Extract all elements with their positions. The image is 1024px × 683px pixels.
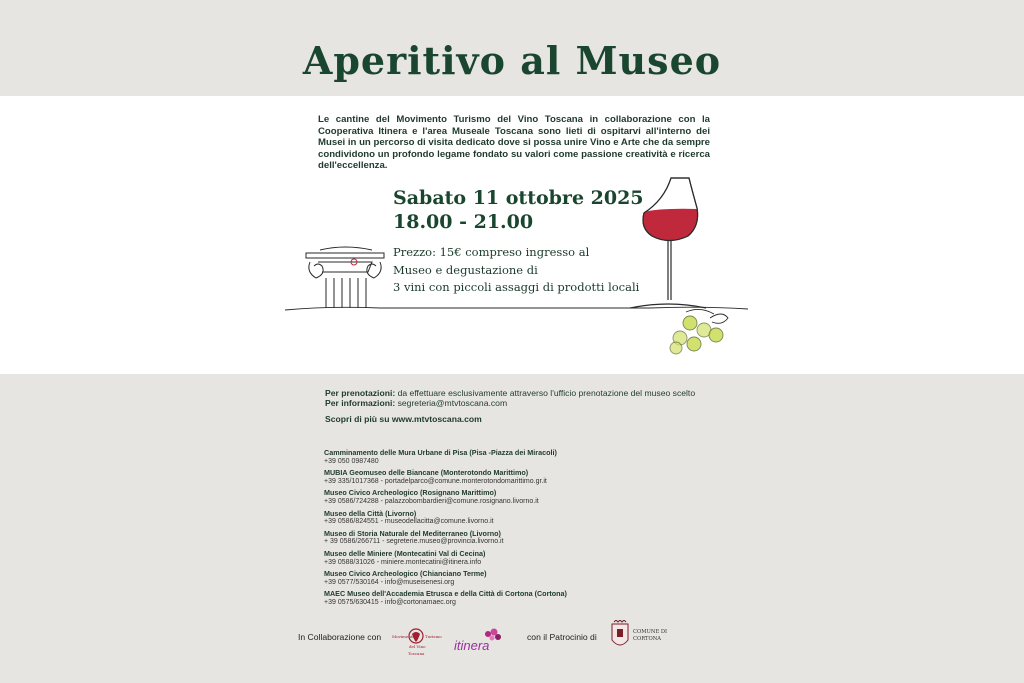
museum-list bbox=[324, 449, 744, 611]
info-block bbox=[325, 388, 695, 408]
booking-text: da effettuare esclusivamente attraverso l'ufficio prenotazione del museo scelto bbox=[397, 388, 696, 398]
baseline-line bbox=[285, 307, 748, 310]
booking-label: Per prenotazioni: bbox=[325, 388, 396, 398]
museum-contact: +39 0586/724288 - palazzobombardieri@comune.rosignano.livorno.it bbox=[324, 497, 539, 505]
list-item bbox=[324, 449, 744, 466]
museum-name: MAEC Museo dell'Accademia Etrusca e della Città di Cortona (Cortona) bbox=[324, 589, 567, 599]
list-item bbox=[324, 530, 744, 547]
list-item bbox=[324, 510, 744, 527]
contact-label: Per informazioni: bbox=[325, 398, 396, 408]
museum-name: Museo delle Miniere (Montecatini Val di Cecina) bbox=[324, 548, 486, 558]
more-info-link[interactable]: Scopri di più su www.mtvtoscana.com bbox=[325, 414, 482, 424]
price-line: Museo e degustazione di bbox=[393, 262, 538, 277]
mtv-logo-icon bbox=[390, 624, 442, 658]
price-line: 3 vini con piccoli assaggi di prodotti locali bbox=[393, 280, 640, 294]
list-item bbox=[324, 590, 744, 607]
page-title: Aperitivo al Museo bbox=[302, 38, 722, 83]
museum-name: Museo Civico Archeologico (Chianciano Terme) bbox=[324, 569, 487, 579]
museum-contact: + 39 0586/266711 - segreterie.museo@provincia.livorno.it bbox=[324, 538, 504, 546]
event-time: 18.00 - 21.00 bbox=[393, 211, 534, 233]
museum-contact: +39 0588/31026 - miniere.montecatini@itinera.info bbox=[324, 558, 482, 566]
list-item bbox=[324, 570, 744, 587]
museum-contact: +39 050 0987480 bbox=[324, 457, 379, 465]
event-date: Sabato 11 ottobre 2025 bbox=[393, 187, 644, 209]
mtv-logo-text: Toscana bbox=[408, 651, 425, 656]
museum-contact: +39 0575/630415 - info@cortonamaec.org bbox=[324, 598, 456, 606]
collab-label: In Collaborazione con bbox=[298, 632, 382, 642]
museum-contact: +39 0586/824551 - museodellacitta@comune.livorno.it bbox=[324, 518, 494, 526]
mtv-logo-text: Turismo bbox=[425, 634, 442, 639]
list-item bbox=[324, 469, 744, 486]
museum-name: Camminamento delle Mura Urbane di Pisa (Pisa -Piazza dei Miracoli) bbox=[324, 448, 557, 457]
museum-contact: +39 0577/530164 - info@museisenesi.org bbox=[324, 578, 455, 586]
wine-glass-icon bbox=[630, 178, 706, 308]
contact-email[interactable]: segreteria@mtvtoscana.com bbox=[397, 398, 508, 408]
museum-name: Museo Civico Archeologico (Rosignano Marittimo) bbox=[324, 488, 497, 498]
mtv-logo-text: del Vino bbox=[409, 644, 426, 649]
museum-name: Museo della Città (Livorno) bbox=[324, 508, 417, 518]
intro-paragraph: Le cantine del Movimento Turismo del Vino Toscana in collaborazione con la Cooperativa Itinera e l'area Museale Toscana sono lieti di ospitarvi all'interno dei Musei in un percorso di visita dedicato dove si possa unire Vino e Arte che da sempre condividono un profondo legame fondato su valori come passione creatività e ricerca dell'eccellenza. bbox=[318, 114, 710, 171]
itinera-logo-icon bbox=[450, 626, 508, 656]
cortona-crest-icon bbox=[608, 620, 670, 654]
patronage-label: con il Patrocinio di bbox=[527, 632, 597, 642]
museum-name: MUBIA Geomuseo delle Biancane (Monterotondo Marittimo) bbox=[324, 468, 529, 478]
grapes-icon bbox=[670, 309, 728, 354]
comune-logo-text: COMUNE DI bbox=[633, 629, 668, 635]
museum-contact: +39 335/1017368 - portadelparco@comune.monterotondomarittimo.gr.it bbox=[324, 477, 547, 485]
museum-name: Museo di Storia Naturale del Mediterraneo (Livorno) bbox=[324, 528, 501, 538]
list-item bbox=[324, 550, 744, 567]
list-item bbox=[324, 489, 744, 506]
itinera-logo-text: itinera bbox=[454, 638, 490, 653]
comune-logo-text: CORTONA bbox=[633, 636, 662, 642]
price-line: Prezzo: 15€ compreso ingresso al bbox=[393, 245, 590, 259]
mtv-logo-text: Movimento bbox=[392, 634, 415, 639]
column-capital-icon bbox=[306, 247, 384, 308]
